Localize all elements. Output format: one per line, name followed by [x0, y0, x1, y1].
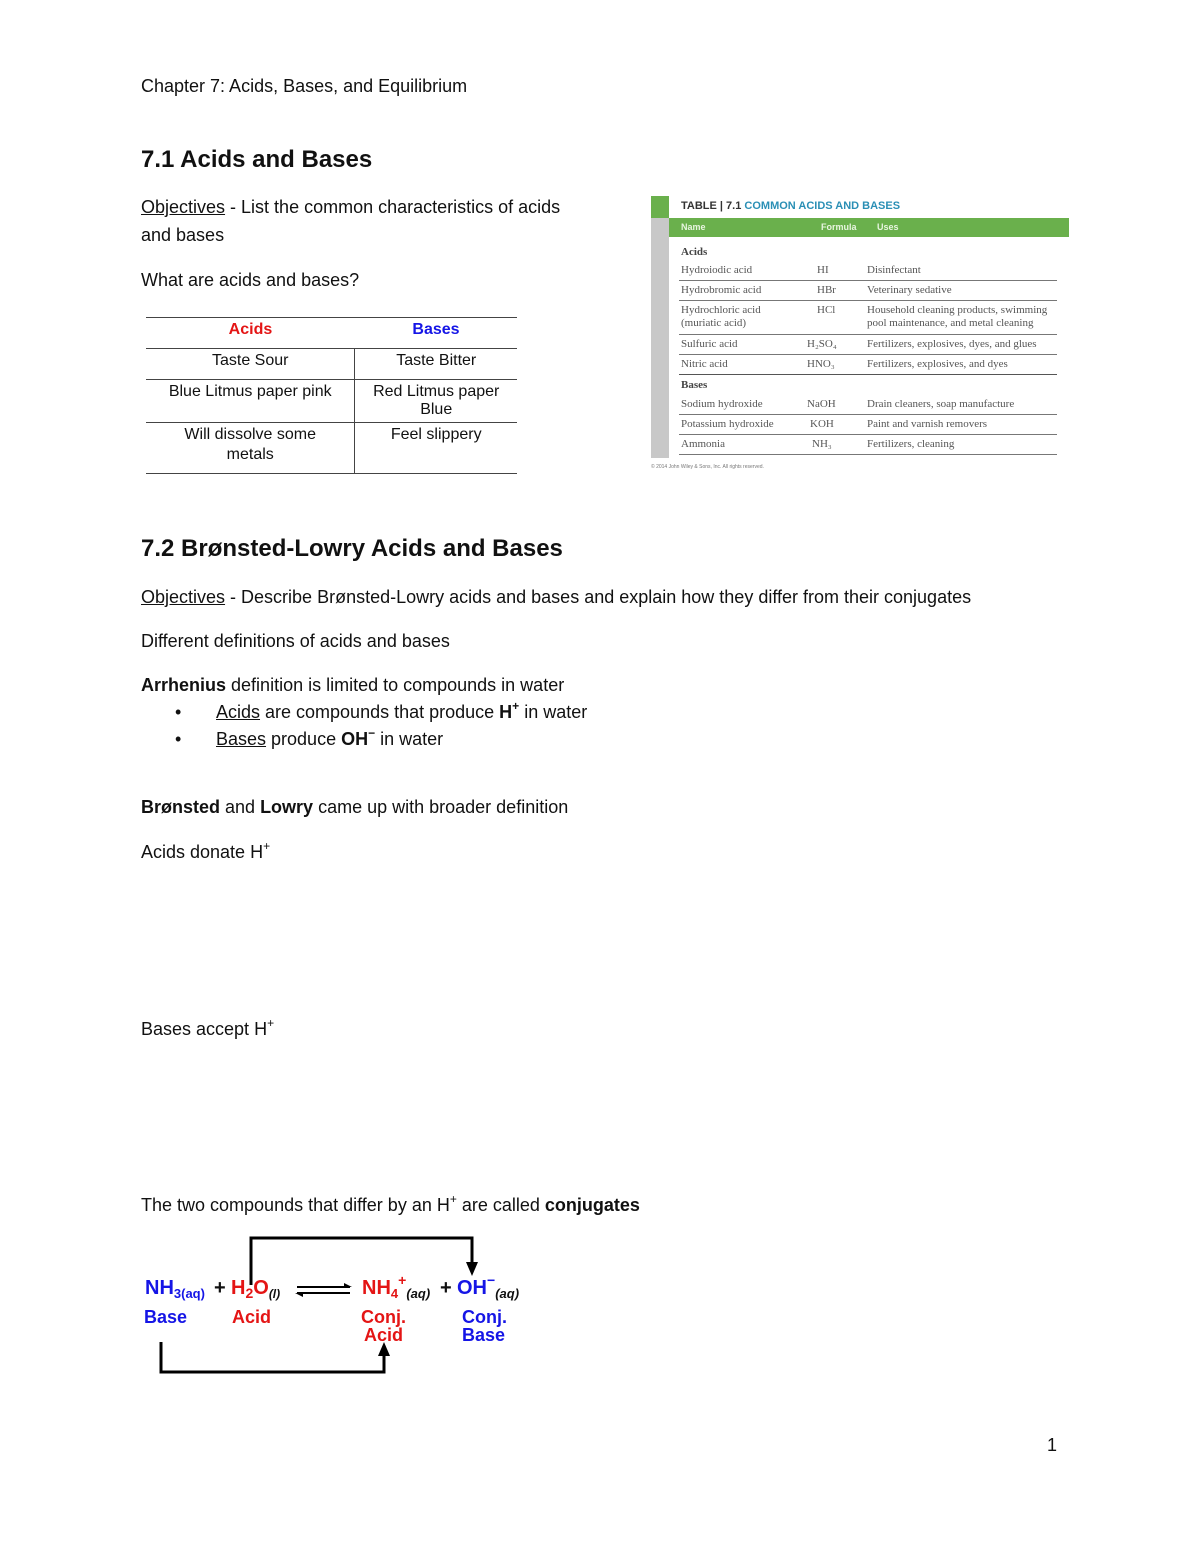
table-side-bar-accent [651, 196, 669, 218]
bronsted-lowry-line: Brønsted and Lowry came up with broader definition [141, 797, 569, 817]
bullet-icon: • [175, 702, 182, 722]
objectives-text: - List the common characteristics of acids [225, 197, 561, 217]
arrhenius-line: Arrhenius definition is limited to compounds in water [141, 675, 565, 695]
conj-acid-label-1: Conj. [361, 1307, 406, 1327]
acids-section-label: Acids [681, 246, 708, 258]
bullet-acids: Acids are compounds that produce H+ in water [216, 699, 588, 722]
conj-base-label-1: Conj. [462, 1307, 507, 1327]
table-row: Nitric acid HNO₃ Fertilizers, explosives, and dyes [679, 356, 1057, 375]
conj-base-label-2: Base [462, 1325, 506, 1345]
nh3-formula: $NH_{3(aq)}$ [145, 1277, 205, 1301]
nh4-formula: $NH_4^+_{(aq)}$ [362, 1272, 431, 1301]
textbook-copyright: © 2014 John Wiley & Sons, Inc. All rights reserved. [651, 464, 764, 470]
table-cell: Blue Litmus paper pink [146, 380, 355, 423]
plus-sign: + [214, 1277, 226, 1299]
objectives-label: Objectives [141, 587, 226, 607]
question-text: What are acids and bases? [141, 270, 360, 290]
table-cell: Will dissolve some metals [146, 423, 355, 474]
arrowhead-icon [344, 1283, 352, 1287]
table-cell: Taste Sour [146, 349, 355, 380]
page-number: 1 [1047, 1435, 1058, 1455]
objectives-line [141, 195, 560, 219]
base-label: Base [144, 1307, 188, 1327]
h2o-formula: $H_2O_{(l)}$ [231, 1277, 281, 1301]
table-row: Potassium hydroxide KOH Paint and varnish removers [679, 416, 1057, 435]
objectives-text: - Describe Brønsted-Lowry acids and bases and explain how they differ from their conjugates [225, 587, 972, 607]
objectives-label: Objectives [141, 197, 226, 217]
table-row: Ammonia NH₃ Fertilizers, cleaning [679, 436, 1057, 455]
bases-accept-text: Bases accept H+ [141, 1016, 275, 1039]
acids-bases-table [146, 317, 517, 474]
textbook-table-title: TABLE | 7.1 COMMON ACIDS AND BASES [681, 200, 901, 212]
col-formula: Formula [821, 222, 857, 232]
table-row: Sulfuric acid H₂SO₄ Fertilizers, explosives, dyes, and glues [679, 336, 1057, 355]
table-cell: Taste Bitter [355, 349, 517, 380]
textbook-table-header [669, 218, 1069, 237]
objectives-line-2 [141, 585, 971, 609]
conjugates-text: The two compounds that differ by an H+ are called conjugates [141, 1192, 640, 1215]
acids-header: Acids [146, 318, 355, 349]
conjugate-arrows-diagram [140, 1230, 540, 1380]
section-7-1-title: 7.1 Acids and Bases [141, 146, 373, 173]
acid-label: Acid [232, 1307, 272, 1327]
textbook-table-image [651, 196, 1069, 478]
bottom-proton-arrow [161, 1342, 384, 1372]
col-name: Name [681, 222, 706, 232]
arrowhead-icon [295, 1293, 303, 1297]
table-row: Hydrochloric acid HCl Household cleaning products, swimming (muriatic acid) pool maintenance, and metal cleaning [679, 302, 1057, 335]
plus-sign: + [440, 1277, 452, 1299]
chapter-header: Chapter 7: Acids, Bases, and Equilibrium [141, 76, 468, 96]
objectives-text-cont: and bases [141, 225, 225, 245]
oh-formula: $OH^-_{(aq)}$ [457, 1272, 520, 1301]
acids-donate-text: Acids donate H+ [141, 839, 271, 862]
table-cell: Red Litmus paper Blue [355, 380, 517, 423]
bases-header: Bases [355, 318, 517, 349]
definitions-text: Different definitions of acids and bases [141, 631, 450, 651]
table-row: Hydrobromic acid HBr Veterinary sedative [679, 282, 1057, 301]
section-7-2-title: 7.2 Brønsted-Lowry Acids and Bases [141, 535, 563, 562]
bases-section-label: Bases [681, 379, 708, 391]
bullet-bases: Bases produce OH− in water [216, 726, 444, 749]
table-side-bar [651, 196, 669, 458]
conj-acid-label-2: Acid [364, 1325, 404, 1345]
arrowhead-icon [466, 1262, 478, 1276]
bullet-icon: • [175, 729, 182, 749]
col-uses: Uses [877, 222, 899, 232]
table-cell: Feel slippery [355, 423, 517, 474]
table-row: Hydroiodic acid HI Disinfectant [679, 262, 1057, 281]
table-row: Sodium hydroxide NaOH Drain cleaners, soap manufacture [679, 396, 1057, 415]
